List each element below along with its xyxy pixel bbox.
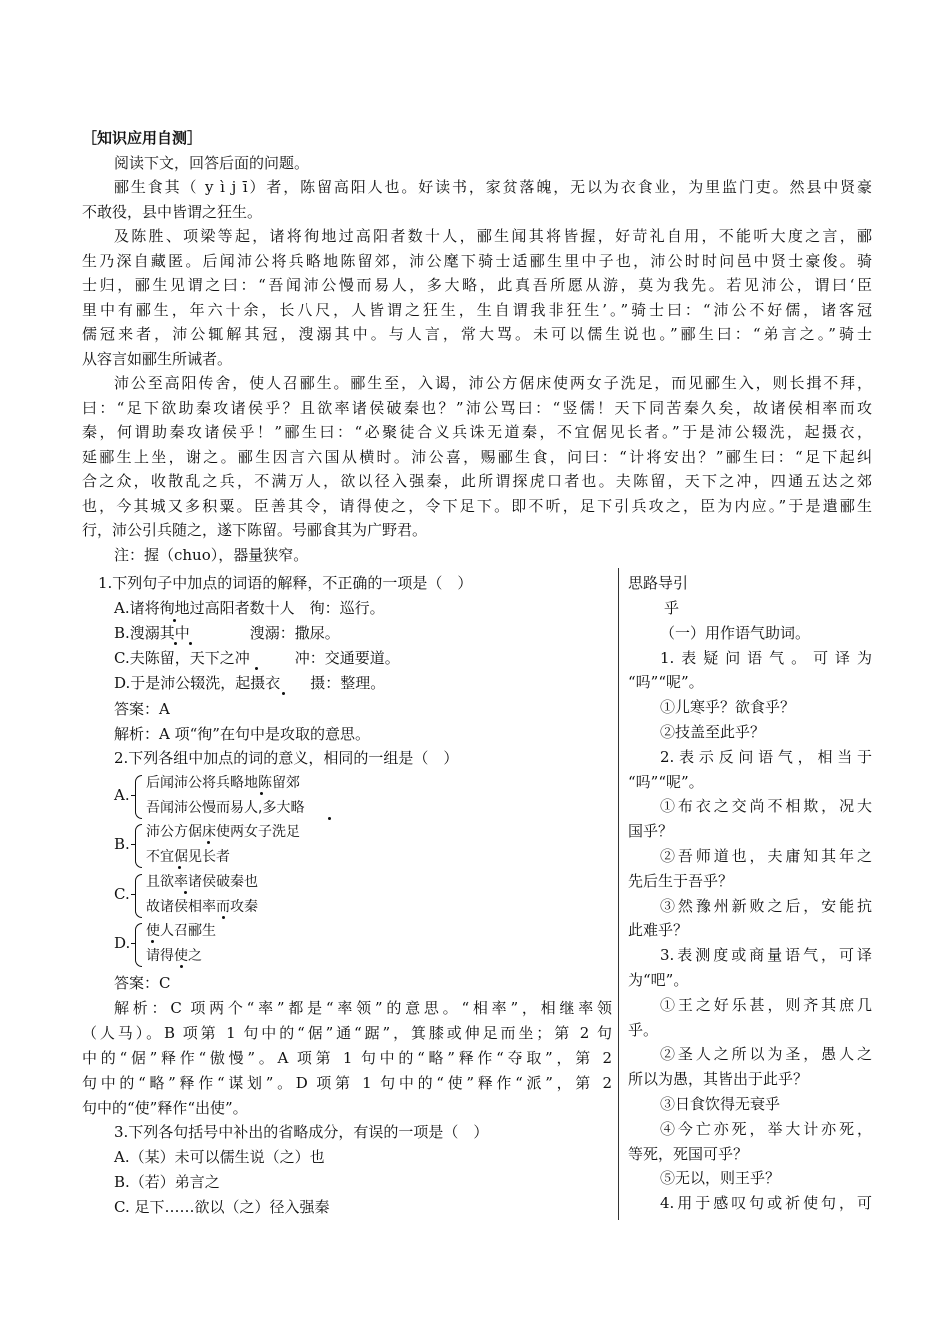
q1-answer: 答案：A xyxy=(114,700,170,718)
passage-line: 不敢役，县中皆谓之狂生。 xyxy=(82,202,263,221)
question-2: 2.下列各组中加点的词的意义，相同的一组是（ ） xyxy=(114,749,459,767)
guide-line: 乎 xyxy=(664,599,680,617)
guide-line: ②吾师道也，夫庸知其年之 xyxy=(660,847,872,865)
passage-line: 郦生食其（ y ì j ī）者，陈留高阳人也。好读书，家贫落魄，无以为衣食业，为里监门吏。然县中贤豪 xyxy=(114,178,872,196)
guide-line: 乎。 xyxy=(628,1021,659,1039)
guide-line: 3.表测度或商量语气，可译 xyxy=(660,946,872,964)
guide-line: ①儿寒乎？欲食乎？ xyxy=(660,698,796,716)
q2-option-b xyxy=(114,821,374,871)
brace-icon xyxy=(135,923,142,967)
sentence-2: 请得使之 xyxy=(146,948,202,964)
guide-line: 4.用于感叹句或祈使句，可 xyxy=(660,1194,872,1212)
q1-option-b: B.溲溺其中 溲溺：撒尿。 xyxy=(114,624,340,642)
sentence-1: 且欲率诸侯破秦也 xyxy=(146,874,258,890)
guide-line: 等死，死国可乎？ xyxy=(628,1145,749,1163)
passage-line: 士归，郦生见谓之曰：“吾闻沛公慢而易人，多大略，此真吾所愿从游，莫为我先。若见沛公，谓曰‘臣 xyxy=(82,276,872,294)
q2-option-c xyxy=(114,871,374,921)
emphasis-dot xyxy=(184,891,187,894)
column-divider xyxy=(618,568,619,1220)
passage-line: 儒冠来者，沛公辄解其冠，溲溺其中。与人言，常大骂。未可以儒生说也。”郦生曰：“弟言之。”骑士 xyxy=(82,325,872,343)
guide-line: 国乎？ xyxy=(628,822,674,840)
sentence-1: 沛公方倨床使两女子洗足 xyxy=(146,824,300,840)
question-1: 1.下列句子中加点的词语的解释，不正确的一项是（ ） xyxy=(98,574,473,592)
sentence-2: 吾闻沛公慢而易人,多大略 xyxy=(146,800,305,816)
passage-line: 阅读下文，回答后面的问题。 xyxy=(114,153,310,172)
passage-note: 注：握（chuo），器量狭窄。 xyxy=(114,545,309,564)
guide-line: “吗”“呢”。 xyxy=(628,673,704,691)
emphasis-dot xyxy=(222,916,225,919)
passage-line: 延郦生上坐，谢之。郦生因言六国从横时。沛公喜，赐郦生食，问曰：“计将安出？”郦生曰：“足下起纠 xyxy=(82,447,872,466)
q3-option-a: A.（某）未可以儒生说（之）也 xyxy=(114,1148,325,1166)
passage-line: 也，今其城又多积粟。臣善其令，请得使之，令下足下。即不听，足下引兵攻之，臣为内应。”于是遣郦生 xyxy=(82,496,872,515)
q1-option-a: A.诸将徇地过高阳者数十人 徇：巡行。 xyxy=(114,599,385,617)
guide-line: 为“吧”。 xyxy=(628,971,689,989)
q3-option-b: B.（若）弟言之 xyxy=(114,1173,220,1191)
q2-option-a xyxy=(114,772,374,822)
q1-option-c: C.夫陈留，天下之冲 冲：交通要道。 xyxy=(114,649,400,667)
emphasis-dot xyxy=(173,619,176,622)
emphasis-dot xyxy=(174,642,177,645)
passage-line: 行，沛公引兵随之，遂下陈留。号郦食其为广野君。 xyxy=(82,521,428,539)
q1-option-d: D.于是沛公辍洗，起摄衣 摄：整理。 xyxy=(114,674,386,692)
emphasis-dot xyxy=(151,940,154,943)
emphasis-dot xyxy=(180,965,183,968)
sentence-2: 故诸侯相率而攻秦 xyxy=(146,899,258,915)
section-header: ［知识应用自测］ xyxy=(82,129,203,147)
sentence-1: 后闻沛公将兵略地陈留郊 xyxy=(146,775,300,791)
guide-line: 先后生于吾乎？ xyxy=(628,872,734,890)
guide-line: ⑤无以，则王乎？ xyxy=(660,1169,781,1187)
passage-line: 沛公至高阳传舍，使人召郦生。郦生至，入谒，沛公方倨床使两女子洗足，而见郦生入，则长揖不拜， xyxy=(114,374,872,392)
q3-option-c: C. 足下……欲以（之）径入强秦 xyxy=(114,1198,330,1216)
guide-line: ③日食饮得无衰乎 xyxy=(660,1095,781,1113)
passage-line: 秦，何谓助秦攻诸侯乎！”郦生曰：“必聚徒合义兵诛无道秦，不宜倨见长者。”于是沛公辍洗，起摄衣， xyxy=(82,423,872,441)
emphasis-dot xyxy=(189,642,192,645)
q2-answer: 答案：C xyxy=(114,974,171,992)
brace-icon xyxy=(135,775,142,819)
emphasis-dot xyxy=(255,667,258,670)
guide-line: 所以为愚，其皆出于此乎？ xyxy=(628,1070,809,1088)
sentence-2: 不宜倨见长者 xyxy=(146,849,230,865)
q2-analysis-line: 句中的“略”释作“谋划”。D 项第 1 句中的“使”释作“派”，第 2 xyxy=(82,1074,612,1092)
passage-line: 合之众，收散乱之兵，不满万人，欲以径入强秦，此所谓探虎口者也。夫陈留，天下之冲，四通五达之郊 xyxy=(82,472,872,490)
brace-icon xyxy=(135,824,142,868)
emphasis-dot xyxy=(207,841,210,844)
sentence-1: 使人召郦生 xyxy=(146,923,216,939)
brace-icon xyxy=(135,874,142,918)
passage-line: 曰：“足下欲助秦攻诸侯乎？且欲率诸侯破秦也？”沛公骂曰：“竖儒！天下同苦秦久矣，故诸侯相率而攻 xyxy=(82,398,872,417)
passage-line: 从容言如郦生所诫者。 xyxy=(82,349,233,368)
guide-line: ③然豫州新败之后，安能抗 xyxy=(660,897,872,915)
option-label: A. xyxy=(114,786,130,804)
emphasis-dot xyxy=(282,692,285,695)
emphasis-dot xyxy=(178,866,181,869)
option-label: D. xyxy=(114,934,131,952)
guide-line: （一）用作语气助词。 xyxy=(660,624,811,642)
passage-line: 生乃深自藏匿。后闻沛公将兵略地陈留郊，沛公麾下骑士适郦生里中子也，沛公时时问邑中贤士豪俊。骑 xyxy=(82,251,872,270)
passage-line: 及陈胜、项梁等起，诸将徇地过高阳者数十人，郦生闻其将皆握，好苛礼自用，不能听大度之言，郦 xyxy=(114,227,872,245)
emphasis-dot xyxy=(328,817,331,820)
passage-line: 里中有郦生，年六十余，长八尺，人皆谓之狂生，生自谓我非狂生’。”骑士曰：“沛公不好儒，诸客冠 xyxy=(82,300,872,319)
q2-analysis-line: 句中的“使”释作“出使”。 xyxy=(82,1099,248,1117)
guide-line: ②圣人之所以为圣，愚人之 xyxy=(660,1045,872,1063)
guide-line: ①王之好乐甚，则齐其庶几 xyxy=(660,996,872,1014)
guide-line: 1.表疑问语气。可译为 xyxy=(660,649,872,667)
guide-line: “吗”“呢”。 xyxy=(628,773,704,791)
guide-line: 2.表示反问语气，相当于 xyxy=(660,748,872,766)
q1-analysis: 解析：A 项“徇”在句中是攻取的意思。 xyxy=(114,725,370,743)
q2-analysis-line: 解析：C 项两个“率”都是“率领”的意思。“相率”，相继率领 xyxy=(114,999,612,1017)
q2-option-d xyxy=(114,920,374,970)
q2-analysis-line: 中的“倨”释作“傲慢”。A 项第 1 句中的“略”释作“夺取”，第 2 xyxy=(82,1049,612,1067)
guide-line: ④今亡亦死，举大计亦死， xyxy=(660,1120,872,1138)
option-label: B. xyxy=(114,835,130,853)
option-label: C. xyxy=(114,885,130,903)
guide-title: 思路导引 xyxy=(628,574,689,592)
question-3: 3.下列各句括号中补出的省略成分，有误的一项是（ ） xyxy=(114,1123,489,1141)
emphasis-dot xyxy=(260,792,263,795)
guide-line: ①布衣之交尚不相欺，况大 xyxy=(660,797,872,815)
guide-line: ②技盖至此乎？ xyxy=(660,723,766,741)
q2-analysis-line: （人马）。B 项第 1 句中的“倨”通“踞”，箕膝或伸足而坐；第 2 句 xyxy=(82,1024,612,1042)
guide-line: 此难乎？ xyxy=(628,921,689,939)
